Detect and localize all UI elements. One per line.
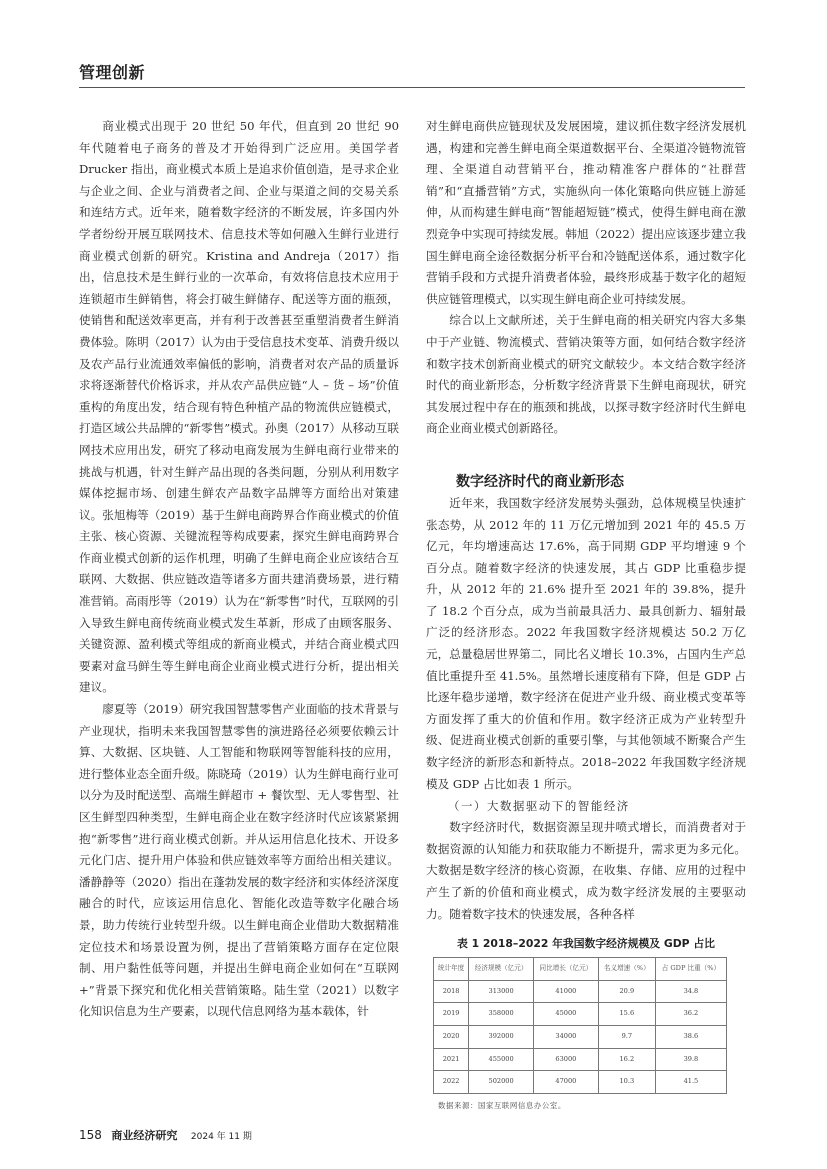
table-cell: 20.9 <box>598 980 655 1003</box>
table-cell: 2022 <box>434 1071 469 1094</box>
table-cell: 358000 <box>469 1003 534 1026</box>
table-header-cell: 占 GDP 比重（%） <box>655 958 726 981</box>
issue-label: 2024 年 11 期 <box>190 1132 252 1142</box>
table-cell: 502000 <box>469 1071 534 1094</box>
body-paragraph: 综合以上文献所述，关于生鲜电商的相关研究内容大多集中于产业链、物流模式、营销决策等方面，如何结合数字经济和数字技术创新商业模式的研究文献较少。本文结合数字经济时代的商业新形态，分析数字经济背景下生鲜电商现状，研究其发展过程中存在的瓶颈和挑战，以探寻数字经济时代生鲜电商企业商业模式创新路径。 <box>426 313 746 436</box>
right-column <box>426 116 746 1112</box>
body-paragraph-continuation: 对生鲜电商供应链现状及发展困境，建议抓住数字经济发展机遇，构建和完善生鲜电商全渠道数据平台、全渠道冷链物流管理、全渠道自动营销平台，推动精准客户群体的“社群营销”和“直播营销”方式，实施纵向一体化策略向供应链上游延伸，从而构建生鲜电商“智能超短链”模式，使得生鲜电商在激烈竞争中实现可持续发展。韩旭（2022）提出应该逐步建立我国生鲜电商全途径数据分析平台和冷链配送体系，通过数字化营销手段和方式提升消费者体验，最终形成基于数字化的超短供应链管理模式，以实现生鲜电商企业可持续发展。 <box>426 119 746 306</box>
table-cell: 41.5 <box>655 1071 726 1094</box>
subsection-heading: （一）大数据驱动下的智能经济 <box>448 799 630 814</box>
table-header-cell: 同比增长（亿元） <box>534 958 599 981</box>
table-cell: 392000 <box>469 1025 534 1048</box>
body-paragraph: 近年来，我国数字经济发展势头强劲，总体规模呈快速扩张态势，从 2012 年的 11 万亿元增加到 2021 年的 45.5 万亿元，年均增速高达 17.6%，高于同期 GDP 平均增速 9 个百分点。随着数字经济的快速发展，其占 GDP 比重稳步提升，从 2012 年的 21.6% 提升至 2021 年的 39.8%，提升了 18.2 个百分点，成为当前最具活力、最具创新力、辐射最广泛的经济形态。2022 年我国数字经济规模达 50.2 万亿元，总量稳居世界第二，同比名义增长 10.3%，占国内生产总值比重提升至 41.5%。虽然增长速度稍有下降，但是 GDP 占比逐年稳步递增，数字经济在促进产业升级、商业模式变革等方面发挥了重大的价值和作用。数字经济正成为产业转型升级、促进商业模式创新的重要引擎，与其他领域不断聚合产生数字经济的新形态和新特点。2018–2022 年我国数字经济规模及 GDP 占比如表 1 所示。 <box>426 495 746 791</box>
table-cell: 36.2 <box>655 1003 726 1026</box>
table-cell: 47000 <box>534 1071 599 1094</box>
section-title: 管理创新 <box>79 63 146 82</box>
table-source: 数据来源：国家互联网信息办公室。 <box>438 1100 566 1110</box>
table-cell: 455000 <box>469 1048 534 1071</box>
table-cell: 2020 <box>434 1025 469 1048</box>
table-cell: 2019 <box>434 1003 469 1026</box>
table-cell: 45000 <box>534 1003 599 1026</box>
table-cell: 9.7 <box>598 1025 655 1048</box>
table-row <box>434 1003 727 1026</box>
page-footer <box>79 1127 252 1143</box>
section-heading: 数字经济时代的商业新形态 <box>456 473 624 490</box>
table-cell: 2018 <box>434 980 469 1003</box>
table-cell: 41000 <box>534 980 599 1003</box>
table-header-cell: 名义增速（%） <box>598 958 655 981</box>
table-cell: 2021 <box>434 1048 469 1071</box>
table-row <box>434 1025 727 1048</box>
body-paragraph: 数字经济时代，数据资源呈现井喷式增长，而消费者对于数据资源的认知能力和获取能力不断提升，需求更为多元化。大数据是数字经济的核心资源，在收集、存储、应用的过程中产生了新的价值和商业模式，成为数字经济发展的主要驱动力。随着数字技术的快速发展，各种各样 <box>426 820 746 921</box>
table-row <box>434 1071 727 1094</box>
table-cell: 63000 <box>534 1048 599 1071</box>
left-column <box>79 116 399 1023</box>
page-number: 158 <box>79 1128 102 1142</box>
table-caption: 表 1 2018–2022 年我国数字经济规模及 GDP 占比 <box>457 937 715 951</box>
section-header <box>79 60 745 88</box>
data-table <box>433 957 727 1094</box>
table-cell: 313000 <box>469 980 534 1003</box>
body-paragraph: 廖夏等（2019）研究我国智慧零售产业面临的技术背景与产业现状，指明未来我国智慧零售的演进路径必须要依赖云计算、大数据、区块链、人工智能和物联网等智能科技的应用，进行整体业态全面升级。陈晓琦（2019）认为生鲜电商行业可以分为及时配送型、高端生鲜超市 + 餐饮型、无人零售型、社区生鲜型四种类型，生鲜电商企业在数字经济时代应该紧紧拥抱“新零售”进行商业模式创新。并从运用信息化技术、开设多元化门店、提升用户体验和供应链效率等方面给出相关建议。潘静静等（2020）指出在蓬勃发展的数字经济和实体经济深度融合的时代，应该运用信息化、智能化改造等数字化融合场景，助力传统行业转型升级。以生鲜电商企业借助大数据精准定位技术和场景设置为例，提出了营销策略方面存在定位限制、用户黏性低等问题，并提出生鲜电商企业如何在“互联网 +”背景下探究和优化相关营销策略。陆生堂（2021）以数字化知识信息为生产要素，以现代信息网络为基本载体，针 <box>79 702 399 1019</box>
table-cell: 34.8 <box>655 980 726 1003</box>
table-cell: 38.6 <box>655 1025 726 1048</box>
journal-name: 商业经济研究 <box>111 1129 178 1142</box>
table-header-cell: 经济规模（亿元） <box>469 958 534 981</box>
table-row <box>434 980 727 1003</box>
table-cell: 16.2 <box>598 1048 655 1071</box>
table-cell: 15.6 <box>598 1003 655 1026</box>
table-cell: 39.8 <box>655 1048 726 1071</box>
table-header-cell: 统计年度 <box>434 958 469 981</box>
table-header-row <box>434 958 727 981</box>
table-cell: 10.3 <box>598 1071 655 1094</box>
body-paragraph: 商业模式出现于 20 世纪 50 年代，但直到 20 世纪 90 年代随着电子商务的普及才开始得到广泛应用。美国学者 Drucker 指出，商业模式本质上是追求价值创造，是寻求企业与企业之间、企业与消费者之间、企业与渠道之间的交易关系和连结方式。近年来，随着数字经济的不断发展，许多国内外学者纷纷开展互联网技术、信息技术等如何融入生鲜行业进行商业模式创新的研究。Kristina and Andreja（2017）指出，信息技术是生鲜行业的一次革命，有效将信息技术应用于连锁超市生鲜销售，将会打破生鲜储存、配送等方面的瓶颈，使销售和配送效率更高，并有利于改善甚至重塑消费者生鲜消费体验。陈明（2017）认为由于受信息技术变革、消费升级以及农产品行业流通效率偏低的影响，消费者对农产品的质量诉求将逐渐替代价格诉求，并从农产品供应链“人 – 货 – 场”价值重构的角度出发，结合现有特色种植产品的物流供应链模式，打造区域公共品牌的“新零售”模式。孙奥（2017）从移动互联网技术应用出发，研究了移动电商发展为生鲜电商行业带来的挑战与机遇，针对生鲜产品出现的各类问题，分别从利用数字媒体挖掘市场、创建生鲜农产品数字品牌等方面给出对策建议。张旭梅等（2019）基于生鲜电商跨界合作商业模式的价值主张、核心资源、关键流程等构成要素，探究生鲜电商跨界合作商业模式创新的运作机理，明确了生鲜电商企业应该结合互联网、大数据、供应链改造等诸多方面共建消费场景，进行精准营销。高雨彤等（2019）认为在“新零售”时代，互联网的引入导致生鲜电商传统商业模式发生革新，形成了由顾客服务、关键资源、盈利模式等组成的新商业模式，并结合商业模式四要素对盒马鲜生等生鲜电商企业商业模式进行分析，提出相关建议。 <box>79 119 399 695</box>
table-row <box>434 1048 727 1071</box>
table-cell: 34000 <box>534 1025 599 1048</box>
